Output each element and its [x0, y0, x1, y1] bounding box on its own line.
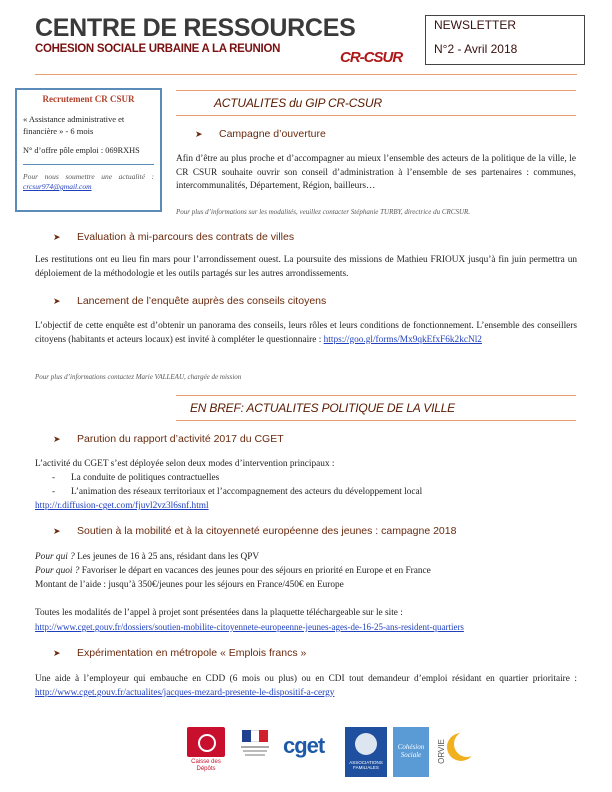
item-mobilite-q1: Pour qui ? Les jeunes de 16 à 25 ans, résidant dans les QPV	[35, 552, 260, 562]
associations-familiales-logo	[345, 727, 387, 777]
cget-label: cget	[283, 733, 325, 758]
caisse-des-depots-logo	[185, 727, 227, 779]
item-mobilite-q3: Montant de l’aide : jusqu’à 350€/jeunes pour les séjours en France/450€ en Europe	[35, 580, 344, 590]
recruitment-divider	[23, 164, 154, 165]
mobilite-link[interactable]: http://www.cget.gouv.fr/dossiers/soutien-mobilite-citoyennete-europeenne-jeunes-ages-de-16-25-ans-resident-quartiers	[35, 622, 464, 632]
arrow-icon: ➤	[53, 648, 61, 658]
republique-logo	[235, 730, 275, 774]
associations-label: ASSOCIATIONS FAMILIALES	[349, 760, 383, 770]
item-enquete-title: ➤ Lancement de l’enquête auprès des conseils citoyens	[53, 295, 327, 307]
section1-rule-top	[176, 90, 576, 91]
sociale-label: Cohésion Sociale	[397, 743, 425, 759]
item-campagne-body: Afin d’être au plus proche et d’accompagner au mieux l’ensemble des acteurs de la politique de la ville, le CR CSUR souhaite ouvrir son conseil d’administration à l’ensemble de ses partenaires : communes, intercommunalités, Département, Région, bailleurs…	[176, 154, 576, 191]
arrow-icon: ➤	[53, 434, 61, 444]
cget-logo	[283, 733, 341, 773]
recruitment-contact: Pour nous soumettre une actualité : crcsur974@gmail.com	[23, 172, 154, 191]
section1-rule-bottom	[176, 115, 576, 116]
newsletter-box	[425, 15, 585, 65]
item-enquete-body: L’objectif de cette enquête est d’obtenir un panorama des conseils, leurs rôles et leurs conditions de fonctionnement. L’ensemble des conseillers citoyens (habitants et acteurs locaux) est invité à compléter le questionnaire : https://goo.gl/forms/Mx9qkEfxF6k2kcNl2	[35, 321, 577, 345]
caisse-label: Caisse des Dépôts	[191, 759, 221, 772]
item-rapport-link-row	[35, 500, 577, 514]
newsletter-label: NEWSLETTER	[434, 18, 517, 32]
item-evaluation-body: Les restitutions ont eu lieu fin mars pour l’arrondissement ouest. La poursuite des missions de Mathieu FRIOUX jusqu’à fin juin permettra un déploiement de la méthodologie et les outils partagés sur les autres arrondissements.	[35, 255, 577, 279]
arrow-icon: ➤	[53, 296, 61, 306]
cr-csur-logo: CR-CSUR	[340, 49, 403, 66]
caisse-emblem-icon	[187, 727, 225, 757]
item-emplois-title: ➤ Expérimentation en métropole « Emplois francs »	[53, 647, 307, 659]
emplois-link[interactable]: http://www.cget.gouv.fr/actualites/jacques-mezard-presente-le-dispositif-a-cergy	[35, 687, 335, 698]
section2-rule-bottom	[176, 420, 576, 421]
family-icon	[355, 733, 377, 755]
header-divider	[35, 74, 577, 75]
item-rapport-point-2: - L’animation des réseaux territoriaux et l’accompagnement des acteurs du développement local	[52, 487, 423, 497]
item-rapport-intro: L’activité du CGET s’est déployée selon deux modes d’intervention principaux :	[35, 459, 335, 469]
arrow-icon: ➤	[53, 232, 61, 242]
arrow-icon: ➤	[53, 526, 61, 536]
item-rapport-title: ➤ Parution du rapport d’activité 2017 du CGET	[53, 433, 284, 445]
item-emplois-body: Une aide à l’employeur qui embauche en CDD (6 mois ou plus) ou en CDI tout demandeur d’emploi résidant en quartier prioritaire : http://www.cget.gouv.fr/actualites/jacques-mezard-presente-le-dispositif-a-cergy	[35, 674, 577, 698]
issue-label: N°2 - Avril 2018	[434, 42, 518, 56]
item-rapport-point-1: - La conduite de politiques contractuelles	[52, 473, 220, 483]
page-subtitle: COHESION SOCIALE URBAINE A LA REUNION	[35, 43, 281, 55]
recruitment-title: Recrutement CR CSUR	[42, 94, 135, 104]
footer-logos	[185, 727, 595, 779]
recruitment-offer: N° d’offre pôle emploi : 069RXHS	[23, 146, 140, 155]
item-mobilite-title: ➤ Soutien à la mobilité et à la citoyenneté européenne des jeunes : campagne 2018	[53, 525, 457, 537]
cohesion-sociale-logo	[393, 727, 429, 777]
item-enquete-note: Pour plus d’informations contactez Marie VALLEAU, chargée de mission	[35, 373, 242, 381]
recruitment-box	[15, 88, 162, 212]
arrow-icon: ➤	[195, 129, 203, 139]
item-campagne-title: ➤ Campagne d’ouverture	[195, 128, 326, 140]
rapport-link[interactable]: http://r.diffusion-cget.com/fjuvl2vz3l6snf.html	[35, 501, 209, 511]
section2-heading: EN BREF: ACTUALITES POLITIQUE DE LA VILLE	[190, 401, 455, 415]
recruitment-job: « Assistance administrative et financière » - 6 mois	[23, 114, 125, 136]
item-mobilite-body: Toutes les modalités de l’appel à projet sont présentées dans la plaquette téléchargeable sur le site :	[35, 608, 403, 618]
item-campagne-note: Pour plus d’informations sur les modalités, veuillez contacter Stéphanie TURBY, directrice du CRCSUR.	[176, 208, 471, 216]
section2-rule-top	[176, 395, 576, 396]
item-mobilite-link-row	[35, 621, 595, 635]
page-title: CENTRE DE RESSOURCES	[35, 14, 356, 42]
item-evaluation-title: ➤ Evaluation à mi-parcours des contrats de villes	[53, 231, 295, 243]
orvie-logo	[435, 727, 479, 777]
item-mobilite-q2: Pour quoi ? Favoriser le départ en vacances des jeunes pour des séjours en priorité en Europe et en France	[35, 566, 431, 576]
contact-email-link[interactable]: crcsur974@gmail.com	[23, 182, 92, 191]
orvie-label: ORVIE	[436, 739, 446, 764]
enquete-link[interactable]: https://goo.gl/forms/Mx9qkEfxF6k2kcNl2	[323, 334, 482, 345]
section1-heading: ACTUALITES du GIP CR-CSUR	[214, 96, 382, 110]
